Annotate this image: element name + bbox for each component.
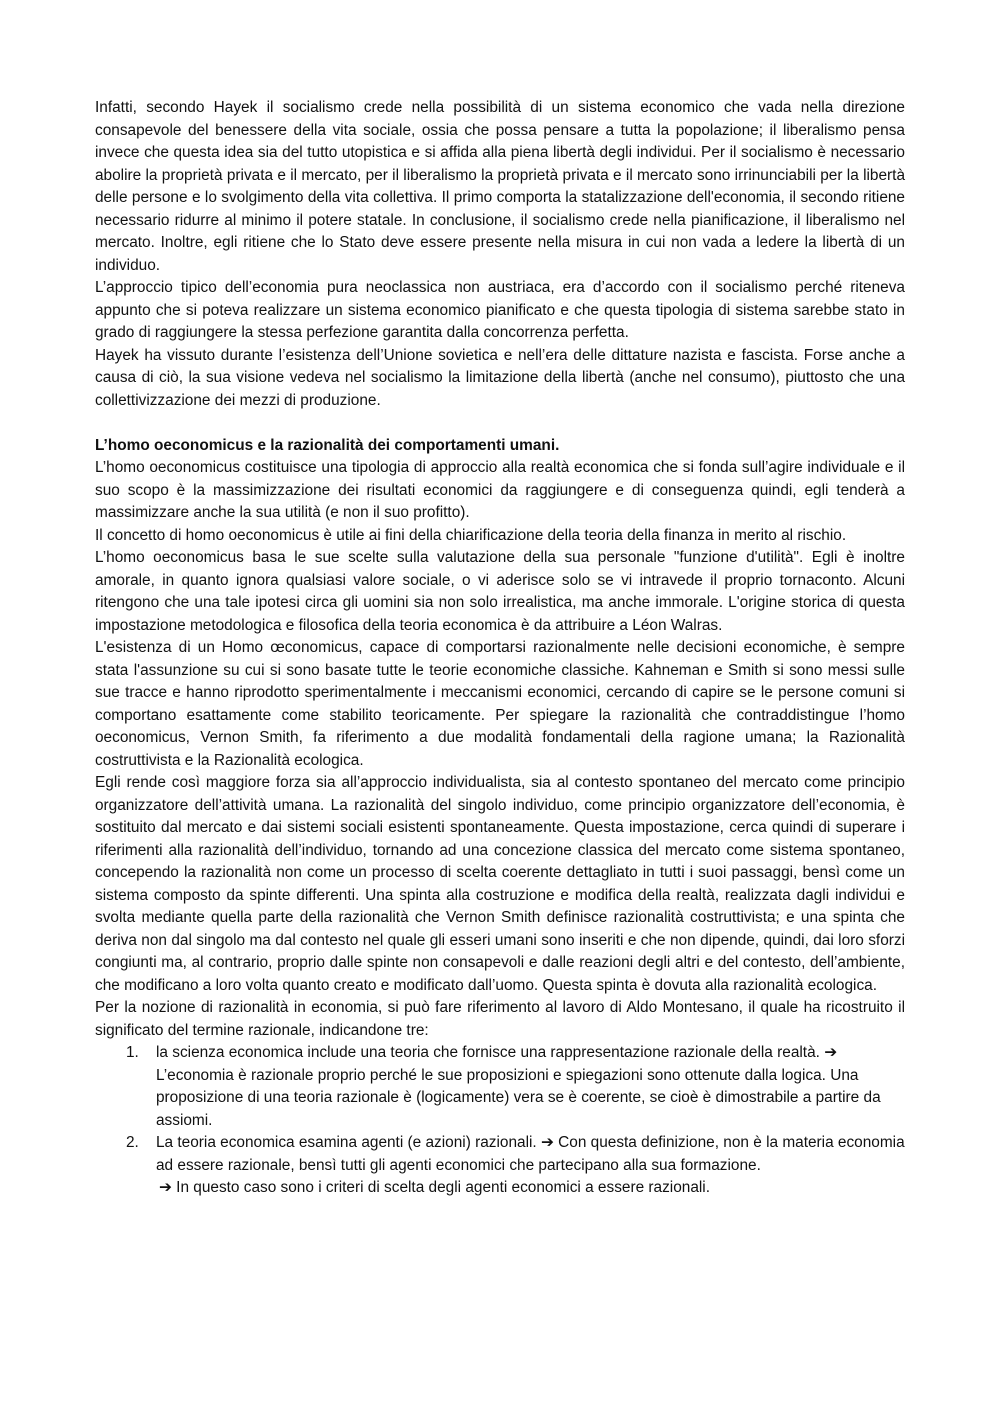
paragraph-hayek-socialism: Infatti, secondo Hayek il socialismo crede nella possibilità di un sistema economico che vada nella direzione consapevole del benessere della vita sociale, ossia che possa pensare a tutta la popolazione; il liberalismo pensa invece che questa idea sia del tutto utopistica e si affida alla piena libertà degli individui. Per il socialismo è necessario abolire la proprietà privata e il mercato, per il liberalismo la proprietà privata e il mercato sono irrinunciabili per la libertà delle persone e lo svolgimento della vita collettiva. Il primo comporta la statalizzazione dell'economia, il secondo ritiene necessario ridurre al minimo il potere statale. In conclusione, il socialismo crede nella pianificazione, il liberalismo nel mercato. Inoltre, egli ritiene che lo Stato deve essere presente nella misura in cui non vada a ledere la libertà di un individuo. xyxy=(95,99,905,274)
list-item-subtext: ➔ In questo caso sono i criteri di scelta degli agenti economici a essere razionali. xyxy=(159,1179,710,1196)
paragraph-montesano: Per la nozione di razionalità in economia, si può fare riferimento al lavoro di Aldo Montesano, il quale ha ricostruito il significato del termine razionale, indicandone tre: xyxy=(95,999,905,1039)
list-item-text: La teoria economica esamina agenti (e azioni) razionali. ➔ Con questa definizione, non è la materia economia ad essere razionale, bensì tutti gli agenti economici che partecipano alla sua formazione. xyxy=(156,1134,905,1174)
paragraph-homo-utility: L’homo oeconomicus basa le sue scelte sulla valutazione della sua personale "funzione d'utilità". Egli è inoltre amorale, in quanto ignora qualsiasi valore sociale, o vi aderisce solo se vi intravede il proprio tornaconto. Alcuni ritengono che una tale ipotesi circa gli uomini sia non solo irrealistica, ma anche immorale. L'origine storica di questa impostazione metodologica e filosofica della teoria economica è da attribuire a Léon Walras. xyxy=(95,549,905,634)
list-item-number: 1. xyxy=(126,1044,139,1061)
paragraph-neoclassical-approach: L’approccio tipico dell’economia pura neoclassica non austriaca, era d’accordo con il socialismo perché riteneva appunto che si poteva realizzare un sistema economico pianificato e che questa tipologia di sistema sarebbe stato in grado di raggiungere la stessa perfezione garantita dalla concorrenza perfetta. xyxy=(95,279,905,341)
blank-line xyxy=(95,412,905,435)
section-heading: L’homo oeconomicus e la razionalità dei comportamenti umani. xyxy=(95,436,560,454)
paragraph-homo-classical: L'esistenza di un Homo œconomicus, capace di comportarsi razionalmente nelle decisioni economiche, è sempre stata l'assunzione su cui si sono basate tutte le teorie economiche classiche. Kahneman e Smith si sono messi sulle sue tracce e hanno riprodotto sperimentalmente i meccanismi economici, cercando di capire se le persone comuni si comportano esattamente come stabilito teoricamente. Per spiegare la razionalità che contraddistingue l’homo oeconomicus, Vernon Smith, fa riferimento a due modalità fondamentali della ragione umana; la Razionalità costruttivista e la Razionalità ecologica. xyxy=(95,639,905,769)
paragraph-rationality-types: Egli rende così maggiore forza sia all’approccio individualista, sia al contesto spontaneo del mercato come principio organizzatore dell’attività umana. La razionalità del singolo individuo, come principio organizzatore dell’economia, è sostituito dal mercato e dai sistemi sociali esistenti spontaneamente. Questa impostazione, cerca quindi di superare i riferimenti alla razionalità dell’individuo, tornando ad una concezione classica del mercato come sistema spontaneo, concependo la razionalità non come un processo di scelta coerente dettagliato in tutti i suoi passaggi, bensì come un sistema composto da spinte differenti. Una spinta alla costruzione e modifica della realtà, realizzata dagli individui e svolta mediante quella parte della razionalità che Vernon Smith definisce razionalità costruttivista; e una spinta che deriva non dal singolo ma dal contesto nel quale gli esseri umani sono inseriti e che non dipende, quindi, dai loro sforzi congiunti ma, al contrario, proprio dalle spinte non consapevoli e dalle reazioni degli altri e del contesto, dell’ambiente, che modificano a loro volta quanto creato e modificato dall’uomo. Questa spinta è dovuta alla razionalità ecologica. xyxy=(95,774,905,994)
list-item xyxy=(95,1042,905,1132)
list-item xyxy=(95,1132,905,1200)
paragraph-hayek-context: Hayek ha vissuto durante l’esistenza dell’Unione sovietica e nell’era delle dittature nazista e fascista. Forse anche a causa di ciò, la sua visione vedeva nel socialismo la limitazione della libertà (anche nel consumo), piuttosto che una collettivizzazione dei mezzi di produzione. xyxy=(95,346,905,409)
list-item-number: 2. xyxy=(126,1134,139,1151)
paragraph-homo-definition: L’homo oeconomicus costituisce una tipologia di approccio alla realtà economica che si fonda sull’agire individuale e il suo scopo è la massimizzazione dei risultati economici da raggiungere e di conseguenza quindi, egli tenderà a massimizzare anche la sua utilità (e non il suo profitto). xyxy=(95,459,905,521)
list-item-text: la scienza economica include una teoria che fornisce una rappresentazione razionale della realtà. ➔ L’economia è razionale proprio perché le sue proposizioni e spiegazioni sono ottenute dalla logica. Una proposizione di una teoria razionale è (logicamente) vera se è coerente, se cioè è dimostrabile a partire da assiomi. xyxy=(156,1044,881,1129)
paragraph-homo-finance: Il concetto di homo oeconomicus è utile ai fini della chiarificazione della teoria della finanza in merito al rischio. xyxy=(95,526,847,544)
document-page xyxy=(95,97,905,1200)
rationality-list xyxy=(95,1042,905,1200)
